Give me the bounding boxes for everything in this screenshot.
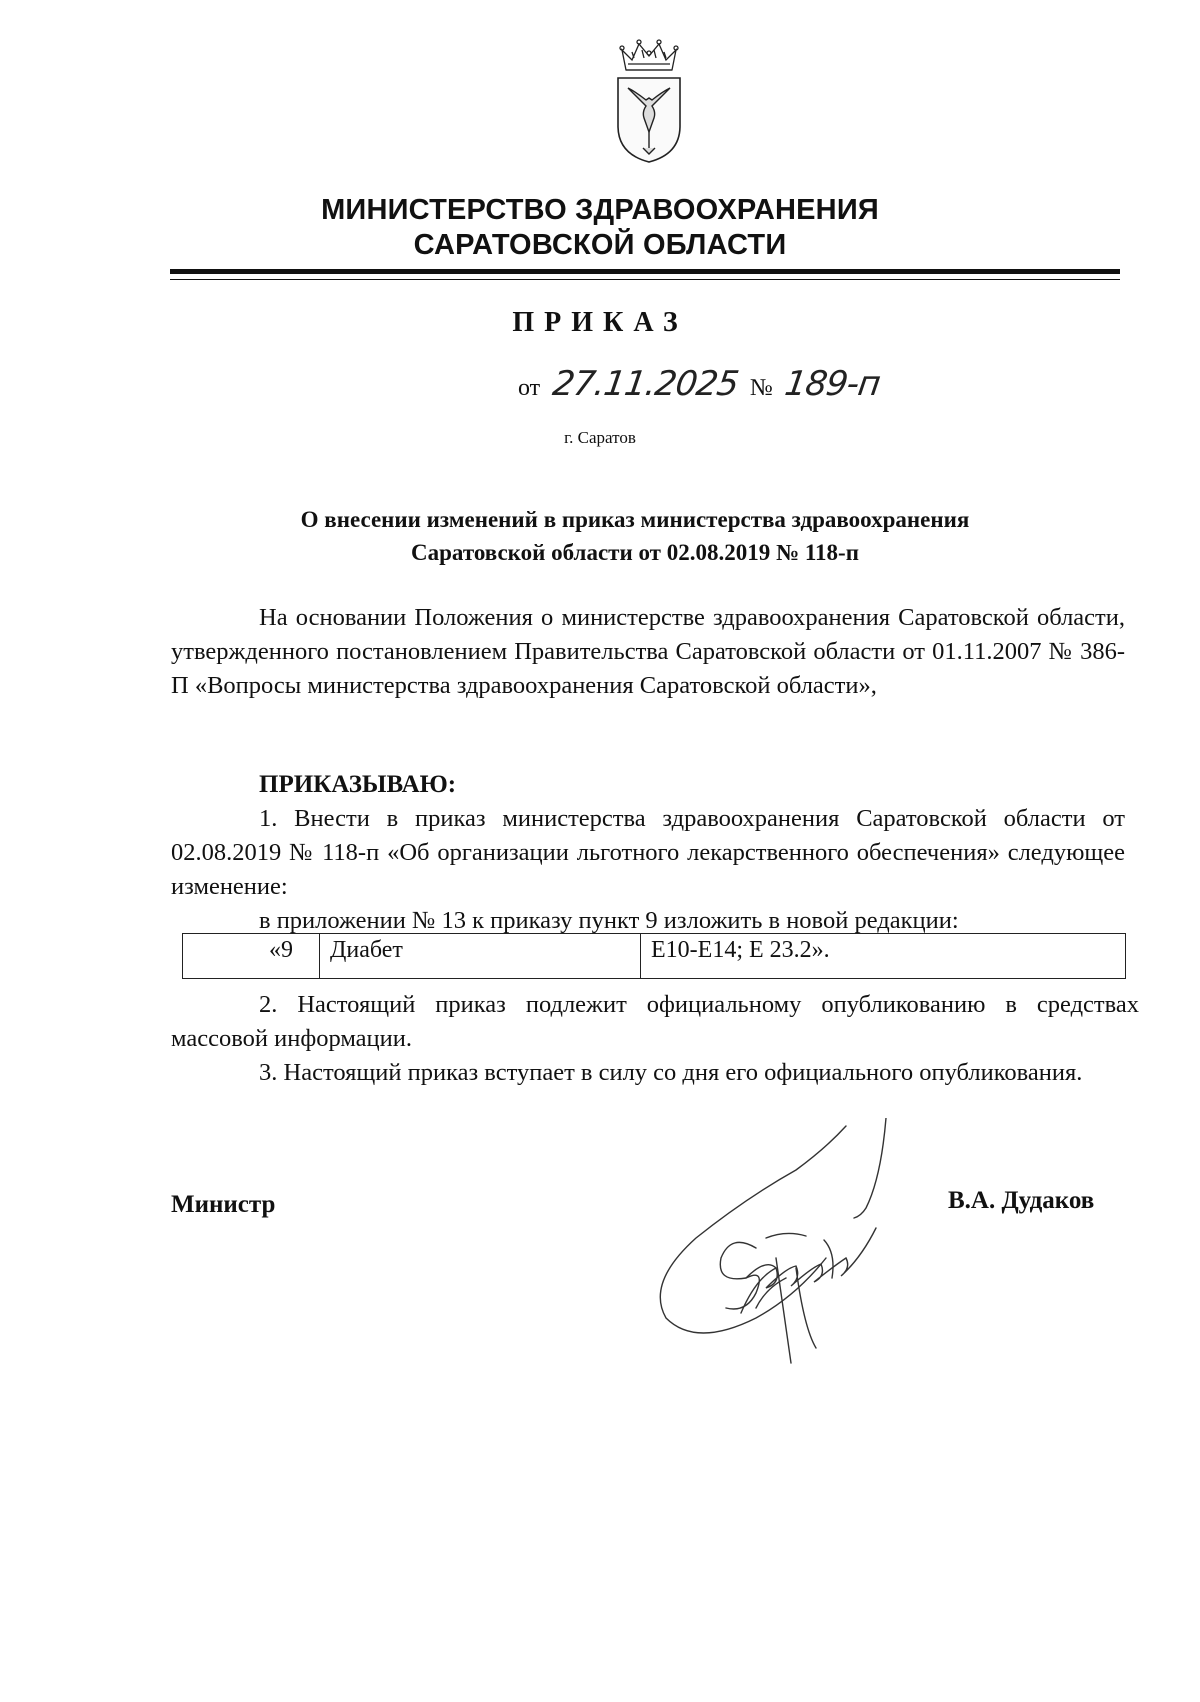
row-codes: Е10-Е14; Е 23.2». — [641, 934, 1126, 979]
coat-of-arms-icon — [612, 36, 686, 164]
signer-name: В.А. Дудаков — [948, 1187, 1095, 1214]
row-number: «9 — [183, 934, 320, 979]
header-rule-thin — [170, 279, 1120, 280]
subject-line-2: Саратовской области от 02.08.2019 № 118-п — [411, 540, 859, 565]
item-3: 3. Настоящий приказ вступает в силу со дня его официального опубликования. — [259, 1059, 1083, 1086]
city: г. Саратов — [564, 428, 636, 447]
item-1: 1. Внести в приказ министерства здравоохранения Саратовской области от 02.08.2019 № 118-п «Об организации льготного лекарственного обеспечения» следующее изменение: — [171, 805, 1125, 900]
basis-paragraph: На основании Положения о министерстве здравоохранения Саратовской области, утвержденного постановлением Правительства Саратовской области от 01.11.2007 № 386-П «Вопросы министерства здравоохранения Саратовской области», — [171, 604, 1125, 699]
subject-line-1: О внесении изменений в приказ министерства здравоохранения — [300, 507, 970, 532]
table-row — [183, 934, 1126, 979]
item-2: 2. Настоящий приказ подлежит официальному опубликованию в средствах массовой информации. — [171, 991, 1139, 1052]
amendment-table — [182, 933, 1126, 979]
ministry-header — [0, 193, 1200, 263]
order-date-number — [518, 364, 883, 408]
signer-position: Министр — [171, 1191, 276, 1218]
handwritten-date: 27.11.2025 — [549, 364, 741, 404]
order-subject — [190, 503, 1080, 569]
ministry-line-2: САРАТОВСКОЙ ОБЛАСТИ — [413, 229, 787, 261]
row-disease: Диабет — [320, 934, 641, 979]
ministry-line-1: МИНИСТЕРСТВО ЗДРАВООХРАНЕНИЯ — [321, 194, 879, 226]
handwritten-signature-icon — [636, 1118, 966, 1368]
decree-word: ПРИКАЗЫВАЮ: — [259, 771, 457, 798]
item-1-annex: в приложении № 13 к приказу пункт 9 изложить в новой редакции: — [259, 907, 959, 934]
date-label: от — [518, 375, 541, 401]
number-label: № — [749, 375, 773, 401]
handwritten-number: 189-п — [782, 364, 883, 404]
header-rule-thick — [170, 269, 1120, 274]
order-title: ПРИКАЗ — [512, 307, 688, 338]
